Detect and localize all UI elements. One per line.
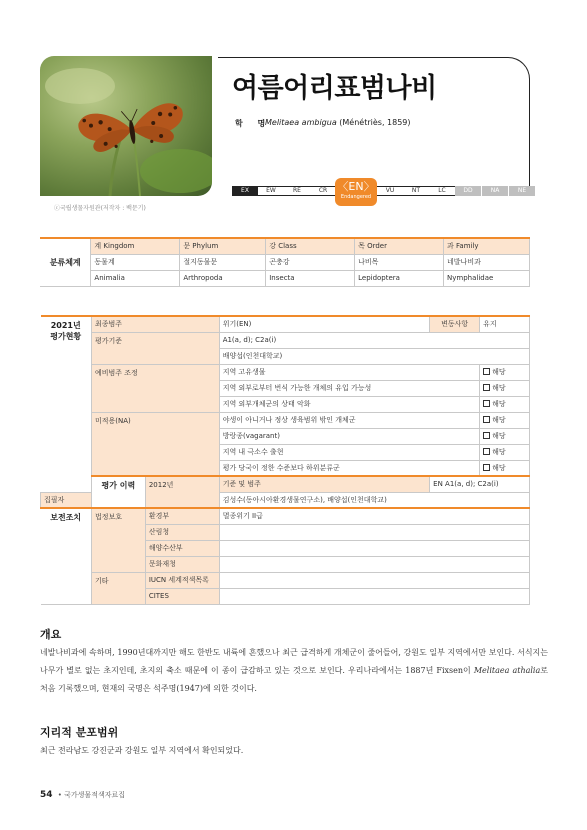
history-writer-label: 집필자 [41, 492, 92, 508]
taxonomy-latin: Arthropoda [180, 270, 266, 286]
criteria-value: A1(a, d); C2a(i) [219, 332, 529, 348]
checkbox-icon [483, 464, 490, 471]
final-category-value: 위기(EN) [219, 316, 429, 332]
other-item-name: CITES [145, 588, 219, 604]
adjust-item: 지역 외부개체군의 상태 악화 [219, 396, 479, 412]
history-label: 평가 이력 [91, 476, 145, 508]
book-title: 국가생물적색자료집 [64, 791, 125, 799]
taxonomy-table [40, 237, 530, 287]
check-text: 해당 [492, 416, 506, 424]
scientific-name-label: 학 명 [235, 119, 272, 128]
page-number: 54 [40, 790, 53, 800]
na-item: 지역 내 극소수 출현 [219, 444, 479, 460]
arrow-right-icon: 〉 [363, 180, 375, 193]
taxonomy-latin: Animalia [91, 270, 180, 286]
checkbox-icon [483, 384, 490, 391]
checkbox-cell [480, 428, 530, 444]
iucn-cell-re: RE [293, 187, 301, 194]
change-label: 변동사항 [430, 316, 480, 332]
iucn-cell-vu: VU [385, 187, 395, 194]
assessment-label [41, 316, 92, 492]
overview-heading: 개요 [40, 628, 62, 641]
adjust-item: 지역 고유생물 [219, 364, 479, 380]
other-item-name: IUCN 세계적색목록 [145, 572, 219, 588]
legal-item-name: 문화재청 [145, 556, 219, 572]
checkbox-cell [480, 444, 530, 460]
scientific-author: (Ménétriès, 1859) [336, 118, 411, 127]
arrow-left-icon: 〈 [337, 180, 349, 193]
other-label: 기타 [91, 572, 145, 604]
overview-text-part1: 네발나비과에 속하며, 1990년대까지만 해도 한반도 내륙에 흔했으나 최근 급격하게 개체군이 줄어들어, 강원도 일부 지역에서만 보인다. 서식지는 나무가 별로 없는 초지인데, 초지의 축소 때문에 이 종이 급감하고 있는 것으로 보인다. 우리나라에서는 1887년 Fixsen이 [40, 648, 548, 675]
taxonomy-korean: 네발나비과 [444, 254, 530, 270]
checkbox-cell [480, 396, 530, 412]
scientific-binomial: Melitaea ambigua [265, 118, 337, 127]
na-item: 방랑종(vagarant) [219, 428, 479, 444]
checkbox-icon [483, 448, 490, 455]
checkbox-cell [480, 460, 530, 476]
criteria-label: 평가기준 [91, 332, 219, 364]
protection-label: 보전조치 [41, 508, 92, 604]
iucn-cell-lc: LC [438, 187, 446, 194]
check-text: 해당 [492, 463, 506, 472]
legal-item-value: 멸종위기 II급 [219, 508, 529, 524]
overview-text [40, 644, 548, 698]
taxonomy-korean: 절지동물문 [180, 254, 266, 270]
taxonomy-latin: Nymphalidae [444, 270, 530, 286]
legal-item-name: 산림청 [145, 524, 219, 540]
iucn-cell-nt: NT [411, 187, 421, 194]
check-text: 해당 [492, 384, 506, 392]
check-text: 해당 [492, 400, 506, 408]
footer-separator: • [57, 791, 62, 799]
taxonomy-latin: Lepidoptera [355, 270, 444, 286]
taxonomy-korean: 곤충강 [266, 254, 355, 270]
iucn-cell-ew: EW [266, 187, 276, 194]
legal-label: 법정보호 [91, 508, 145, 572]
adjust-label: 예비범주 조정 [91, 364, 219, 412]
assessor-value: 배양섭(인천대학교) [219, 348, 529, 364]
check-text: 해당 [492, 448, 506, 456]
checkbox-cell [480, 380, 530, 396]
history-criteria-label: 기준 및 범주 [219, 476, 429, 492]
checkbox-cell [480, 364, 530, 380]
history-writer-value: 김성수(동아시아환경생물연구소), 배양섭(인천대학교) [219, 492, 529, 508]
na-label: 미적용(NA) [91, 412, 219, 476]
taxonomy-korean: 동물계 [91, 254, 180, 270]
iucn-selected-badge [335, 178, 377, 206]
taxonomy-header: 문 Phylum [180, 238, 266, 254]
page-footer [40, 790, 125, 800]
legal-item-name: 해양수산부 [145, 540, 219, 556]
scientific-name [265, 118, 411, 127]
checkbox-icon [483, 416, 490, 423]
legal-item-value [219, 540, 529, 556]
page-title: 여름어리표범나비 [232, 73, 437, 104]
other-item-value [219, 588, 529, 604]
iucn-cell-dd: DD [455, 186, 481, 196]
other-item-value [219, 572, 529, 588]
butterfly-illustration [40, 56, 212, 196]
taxonomy-header: 과 Family [444, 238, 530, 254]
taxonomy-header: 계 Kingdom [91, 238, 180, 254]
checkbox-icon [483, 432, 490, 439]
iucn-cell-ex: EX [232, 186, 258, 196]
history-criteria-value: EN A1(a, d); C2a(i) [430, 476, 530, 492]
assessment-table [40, 315, 530, 605]
taxonomy-label: 분류체계 [40, 238, 91, 286]
butterfly-photo [40, 56, 212, 196]
change-value: 유지 [480, 316, 530, 332]
iucn-cell-na: NA [482, 186, 508, 196]
taxonomy-latin: Insecta [266, 270, 355, 286]
na-item: 평가 당국이 정한 수준보다 하위분류군 [219, 460, 479, 476]
overview-text-italic: Melitaea athalia [473, 666, 541, 675]
legal-item-value [219, 524, 529, 540]
adjust-item: 지역 외부로부터 번식 가능한 개체의 유입 가능성 [219, 380, 479, 396]
legal-item-name: 환경부 [145, 508, 219, 524]
checkbox-cell [480, 412, 530, 428]
photo-caption: ⓒ국립생물자원관(저작자 : 백문기) [54, 205, 146, 212]
assessment-label-year: 2021년 [50, 321, 81, 330]
iucn-selected-full: Endangered [340, 194, 372, 200]
na-item: 야생이 아니거나 정상 생육범위 밖인 개체군 [219, 412, 479, 428]
iucn-selected-code: EN [348, 180, 364, 193]
history-year: 2012년 [145, 476, 219, 508]
checkbox-icon [483, 368, 490, 375]
legal-item-value [219, 556, 529, 572]
taxonomy-korean: 나비목 [355, 254, 444, 270]
taxonomy-header: 강 Class [266, 238, 355, 254]
final-category-label: 최종범주 [91, 316, 219, 332]
iucn-cell-cr: CR [318, 187, 328, 194]
overview-text-part2: 로 처음 기록했으며, 현재의 국명은 석주명(1947)에 의한 것이다. [40, 666, 548, 693]
distribution-text: 최근 전라남도 강진군과 강원도 일부 지역에서 확인되었다. [40, 746, 244, 755]
check-text: 해당 [492, 432, 506, 440]
taxonomy-header: 목 Order [355, 238, 444, 254]
checkbox-icon [483, 400, 490, 407]
check-text: 해당 [492, 368, 506, 376]
distribution-heading: 지리적 분포범위 [40, 726, 119, 739]
assessment-label-status: 평가현황 [50, 332, 82, 341]
iucn-cell-ne: NE [509, 186, 535, 196]
